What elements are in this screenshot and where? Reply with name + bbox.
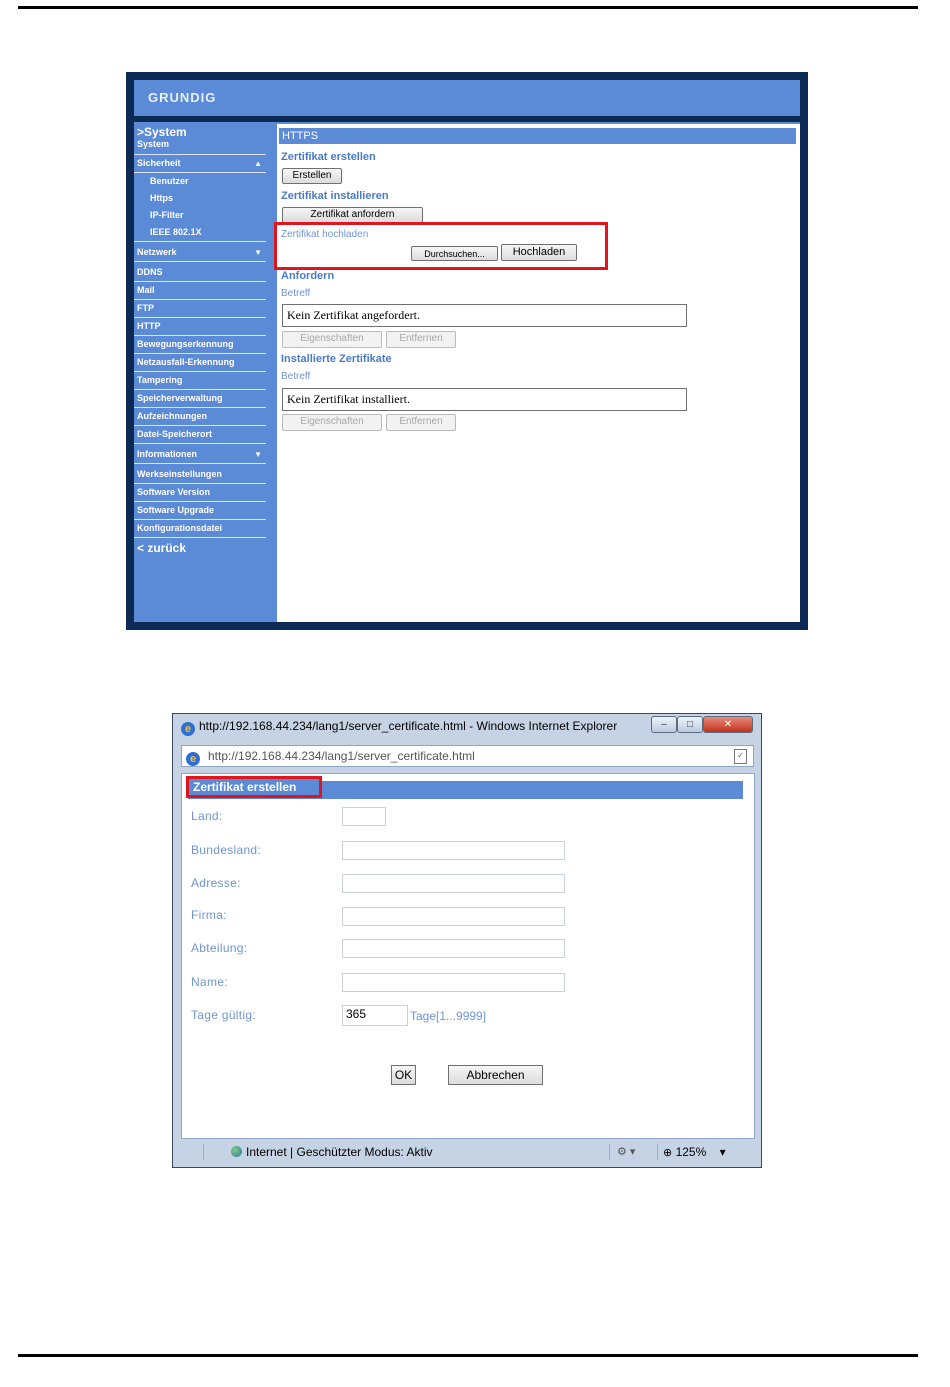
days-range-hint: Tage[1...9999] [410,1009,487,1023]
sidebar-item-speicherverwaltung[interactable]: Speicherverwaltung [134,390,266,408]
upload-file-input[interactable] [282,246,412,262]
country-label: Land: [191,809,223,823]
sidebar-item-netzwerk[interactable]: Netzwerk ▼ [134,244,266,262]
sidebar-item-werkseinstellungen[interactable]: Werkseinstellungen [134,466,266,484]
grundig-logo: GRUNDIG [148,90,217,105]
sidebar-item-konfigurationsdatei[interactable]: Konfigurationsdatei [134,520,266,538]
status-text: Internet | Geschützter Modus: Aktiv [246,1145,433,1159]
zoom-dropdown-icon: ▾ [719,1145,726,1159]
company-label: Firma: [191,908,227,922]
page-icon[interactable]: ✓ [734,749,747,764]
status-zone [231,1141,433,1163]
sidebar-item-mail[interactable]: Mail [134,282,266,300]
address-url: http://192.168.44.234/lang1/server_certificate.html [208,749,475,763]
subject-label: Betreff [281,288,311,299]
sidebar-item-ddns[interactable]: DDNS [134,264,266,282]
state-label: Bundesland: [191,843,262,857]
sidebar-item-informationen[interactable]: Informationen ▼ [134,446,266,464]
page-title: HTTPS [279,128,796,144]
install-certificate-label: Zertifikat installieren [281,190,389,202]
company-input[interactable] [342,907,565,926]
back-link[interactable]: < zurück [137,541,187,555]
sidebar-item-aufzeichnungen[interactable]: Aufzeichnungen [134,408,266,426]
camera-web-ui-screenshot [126,72,808,630]
upload-certificate-label: Zertifikat hochladen [281,229,369,240]
camera-ui-frame [134,80,800,622]
zoom-level: 125% [675,1145,707,1159]
sidebar-item-bewegungserkennung[interactable]: Bewegungserkennung [134,336,266,354]
address-bar[interactable] [181,745,754,767]
create-button[interactable]: Erstellen [282,168,342,184]
sidebar-item-sicherheit[interactable]: Sicherheit ▲ [134,155,266,173]
ok-button[interactable]: OK [391,1065,416,1085]
installed-remove-button[interactable]: Entfernen [386,414,456,431]
sidebar-item-ip-filter[interactable]: IP-Filter [150,210,184,220]
sidebar-item-datei-speicherort[interactable]: Datei-Speicherort [134,426,266,444]
zoom-icon: ⊕ [663,1147,673,1159]
browse-button[interactable]: Durchsuchen... [411,246,498,261]
remove-button[interactable]: Entfernen [386,331,456,348]
bottom-rule [18,1354,918,1357]
sidebar-item-http[interactable]: HTTP [134,318,266,336]
installed-certificate-box: Kein Zertifikat installiert. [282,388,687,411]
minimize-button[interactable]: ‒ [651,716,677,733]
sidebar-header[interactable]: >System [137,125,187,139]
security-icon[interactable]: ⚙ ▾ [617,1146,636,1158]
address-ie-icon: e [186,752,200,766]
sidebar-item-netzausfall[interactable]: Netzausfall-Erkennung [134,354,266,372]
internet-globe-icon [231,1146,242,1157]
sidebar-item-software-version[interactable]: Software Version [134,484,266,502]
status-bar [181,1141,754,1163]
installed-subject-label: Betreff [281,371,311,382]
cancel-button[interactable]: Abbrechen [448,1065,543,1085]
sidebar-item-https[interactable]: Https [150,193,173,203]
name-input[interactable] [342,973,565,992]
ie-popup-window [172,713,762,1168]
popup-content [181,773,755,1139]
department-label: Abteilung: [191,941,248,955]
request-certificate-button[interactable]: Zertifikat anfordern [282,207,423,223]
status-separator-2 [609,1144,610,1160]
close-button[interactable]: ✕ [703,716,753,733]
address-label: Adresse: [191,876,241,890]
installed-properties-button[interactable]: Eigenschaften [282,414,382,431]
ie-logo-icon: e [181,722,195,736]
address-input[interactable] [342,874,565,893]
sidebar-subheader[interactable]: System [134,139,266,155]
days-valid-label: Tage gültig: [191,1008,256,1022]
sidebar-item-ieee[interactable]: IEEE 802.1X [134,224,266,242]
days-valid-input[interactable]: 365 [342,1005,408,1026]
properties-button[interactable]: Eigenschaften [282,331,382,348]
country-input[interactable] [342,807,386,826]
form-title-highlight [186,776,322,798]
sidebar-item-tampering[interactable]: Tampering [134,372,266,390]
department-input[interactable] [342,939,565,958]
state-input[interactable] [342,841,565,860]
upload-button[interactable]: Hochladen [501,244,577,261]
status-separator [203,1144,204,1160]
sidebar-item-ftp[interactable]: FTP [134,300,266,318]
request-section-label: Anfordern [281,270,335,282]
sidebar [134,122,270,622]
maximize-button[interactable]: □ [677,716,703,733]
name-label: Name: [191,975,228,989]
main-content [277,124,800,622]
top-rule [18,6,918,9]
sidebar-item-software-upgrade[interactable]: Software Upgrade [134,502,266,520]
requested-certificate-box: Kein Zertifikat angefordert. [282,304,687,327]
create-certificate-label: Zertifikat erstellen [281,151,376,163]
header-bar [134,80,800,122]
window-title: e http://192.168.44.234/lang1/server_certificate.html - Windows Internet Explorer [181,719,617,736]
sidebar-item-benutzer[interactable]: Benutzer [150,176,189,186]
zoom-control[interactable] [663,1141,726,1164]
form-title: Zertifikat erstellen [189,779,319,795]
status-separator-3 [657,1144,658,1160]
installed-certificates-label: Installierte Zertifikate [281,353,392,365]
